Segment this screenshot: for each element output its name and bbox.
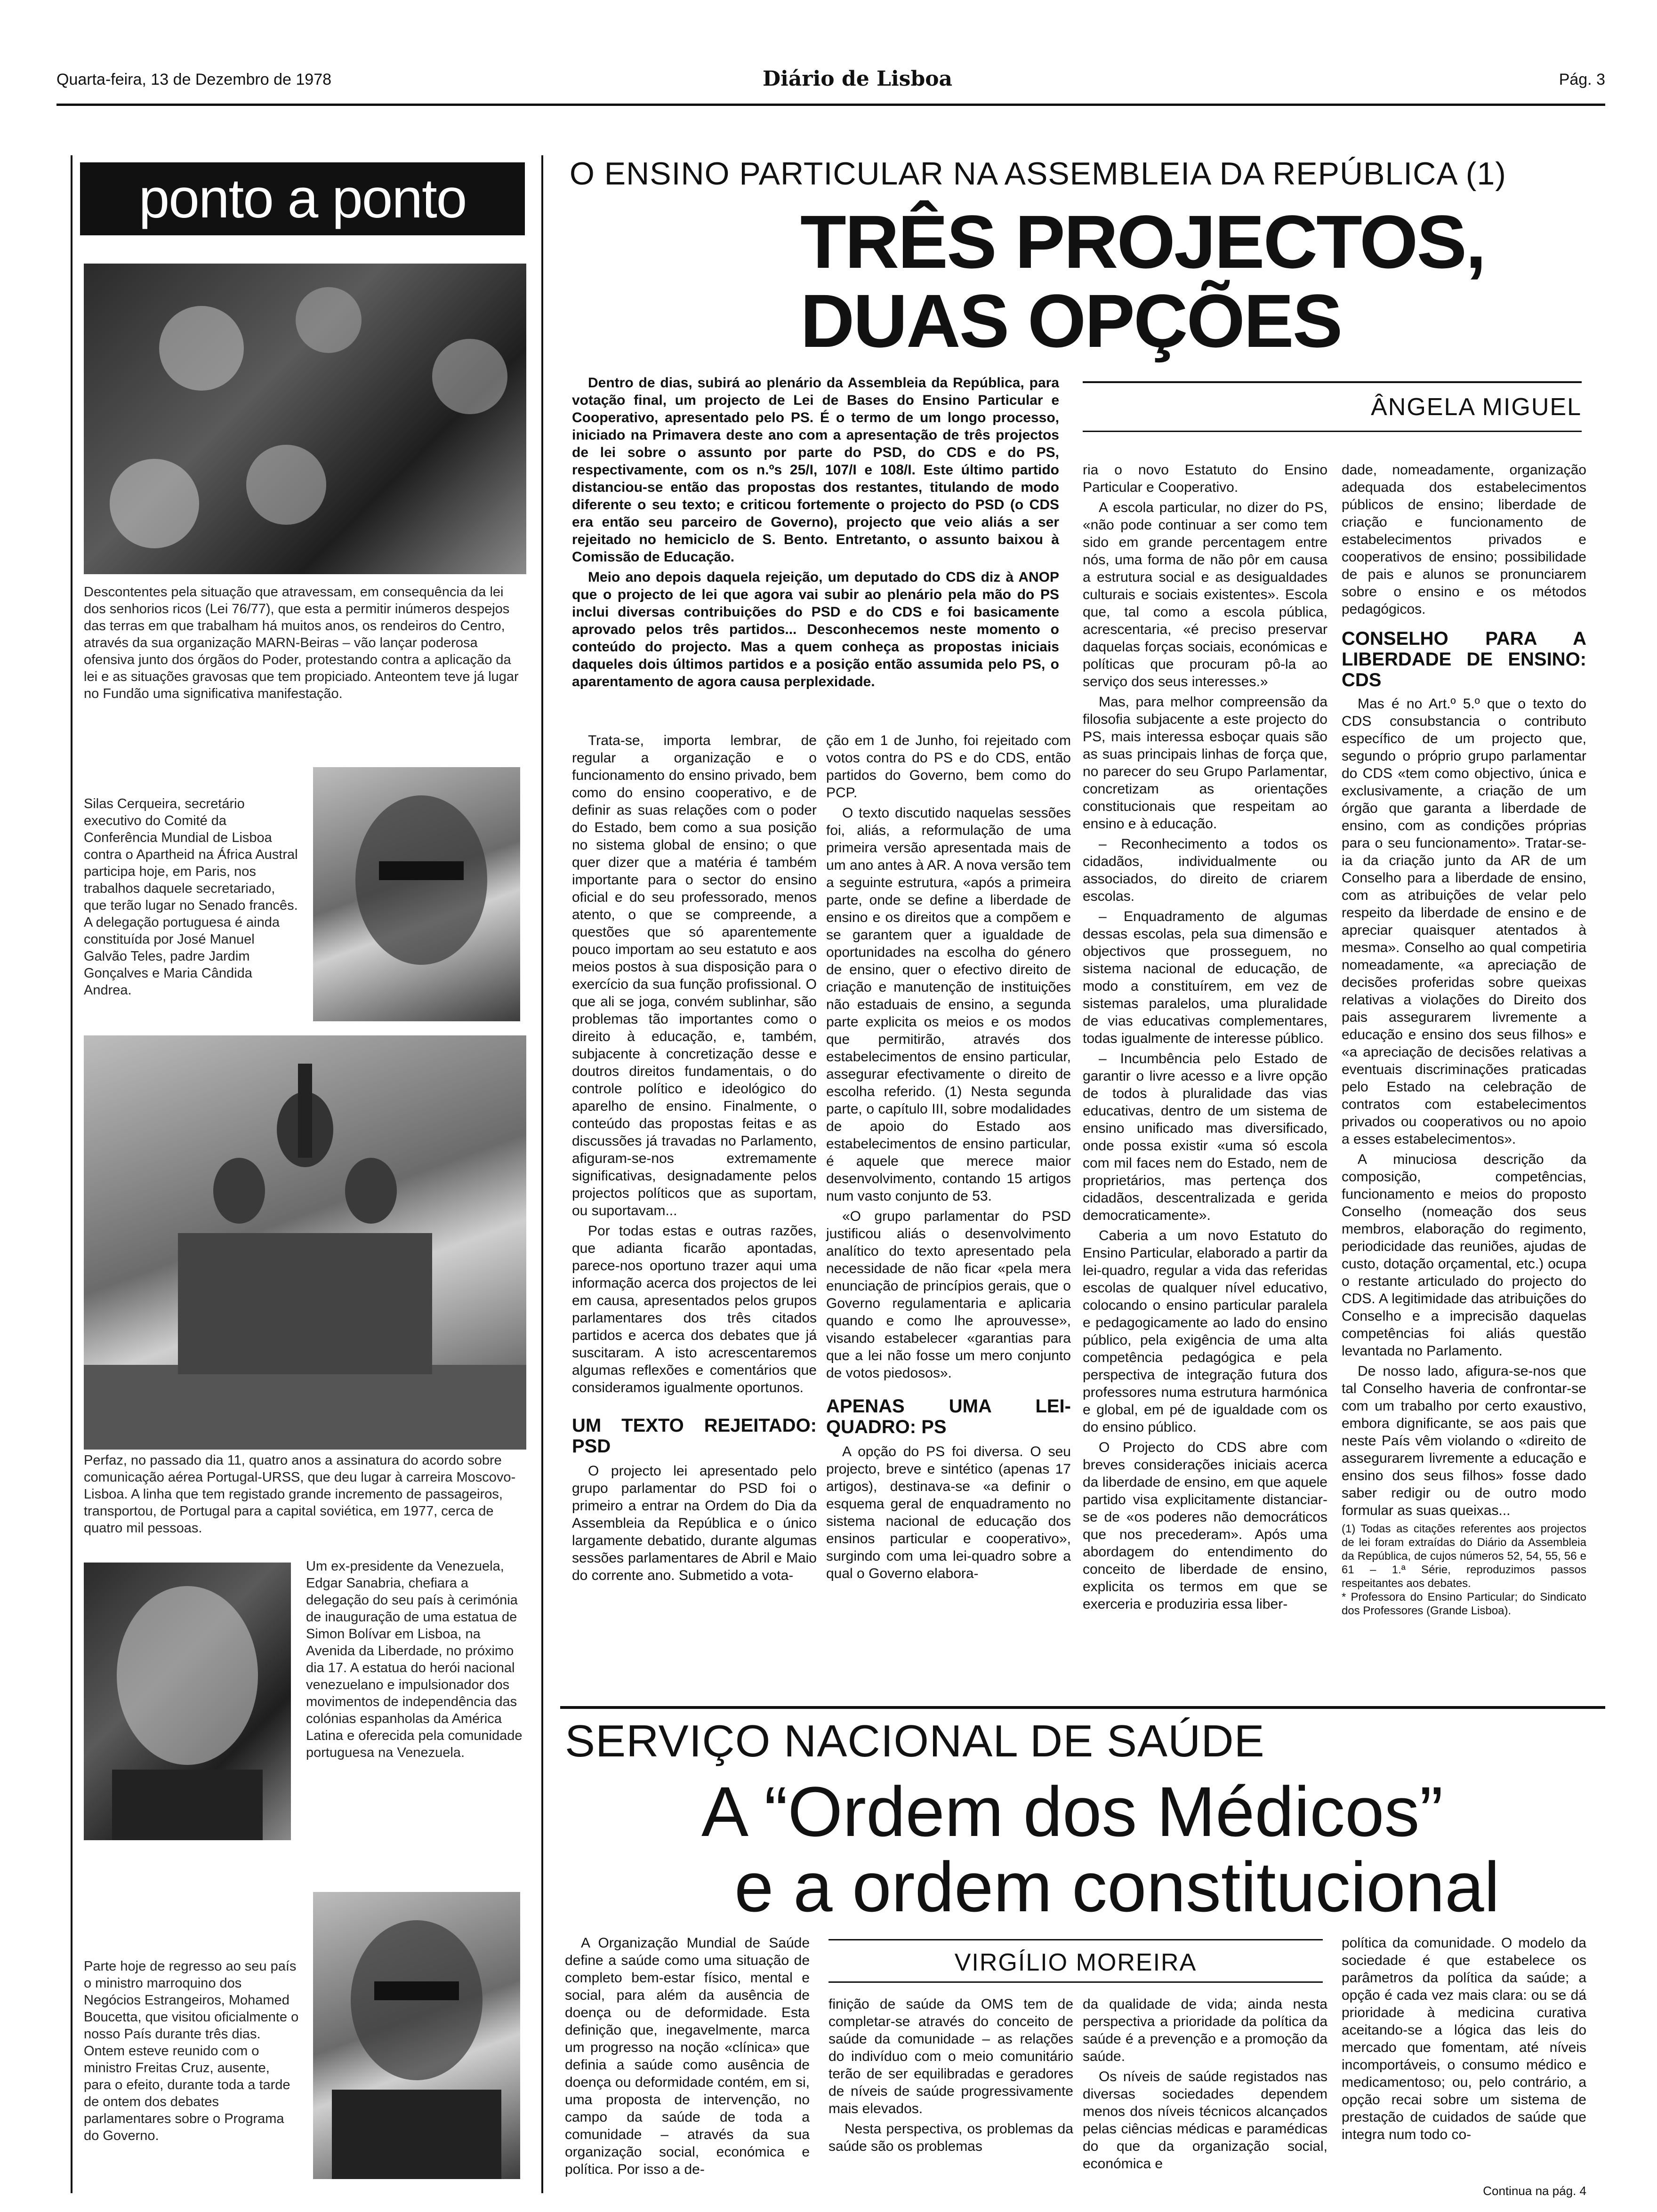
paragraph: O texto discutido naquelas sessões foi, aliás, a reformulação de uma primeira versão apresentada mais de um ano antes à AR. A nova versão tem a seguinte estrutura, «após a primeira parte, onde se define a liberdade de ensino e os direitos que a compõem e se garantem quer a igualdade de oportunidades na escolha do género de ensino, quer o efectivo direito de criação e manutenção de instituições não estaduais de ensino, a segunda parte explicita os meios e os modos que permitirão, através dos estabelecimentos de ensino particular, assegurar efectivamente o direito de escolha referido. (1) Nesta segunda parte, o capítulo III, sobre modalidades de apoio do Estado aos estabelecimentos de ensino particular, é aquele que merece maior desenvolvimento, contando 15 artigos num vasto conjunto de 53. [826, 805, 1071, 1204]
caption-edgar-sanabria: Um ex-presidente da Venezuela, Edgar Sanabria, chefiara a delegação do seu país à cerimónia de inauguração de uma estatua de Simon Bolívar em Lisboa, na Avenida da Liberdade, no próximo dia 17. A estatua do herói nacional venezuelano e impulsionador dos movimentos de independência das colónias espanholas da América Latina e oferecida pela comunidade portuguesa na Venezuela. [306, 1559, 523, 1760]
boucetta-shapes [313, 1892, 520, 2179]
paragraph: Nesta perspectiva, os problemas da saúde são os problemas [828, 2121, 1073, 2154]
photo-protesters [84, 264, 526, 574]
article1-headline-line1: TRÊS PROJECTOS, [800, 200, 1485, 284]
paragraph: – Enquadramento de algumas dessas escolas, pela sua dimensão e objectivos que prosseguem, no sistema nacional de educação, de modo a constituírem, em vez de sistemas paralelos, uma pluralidade de vias educativas complementares, todas igualmente de interesse público. [1083, 909, 1327, 1046]
subheading-psd: UM TEXTO REJEITADO: PSD [572, 1415, 817, 1457]
author-rule-bottom [1083, 431, 1582, 432]
article2-column-4 [1342, 1934, 1586, 2146]
photo-protesters-shapes [84, 264, 526, 574]
article1-lead [572, 374, 1059, 693]
paragraph: O Projecto do CDS abre com breves considerações iniciais acerca da liberdade de ensino, em que aquele partido visa explicitamente distanciar-se de «os poderes não democráticos que nos precederam». Após uma abordagem do entendimento do conceito de liberdade de ensino, explicita os termos em que se exerceria e produziria essa liber- [1083, 1440, 1327, 1612]
photo-simon-bolivar [84, 1563, 291, 1840]
left-column-divider [541, 155, 543, 2193]
article2-headline-line2: e a ordem constitucional [734, 1847, 1500, 1926]
paragraph: ria o novo Estatuto do Ensino Particular e Cooperativo. [1083, 462, 1327, 495]
footnote-1: (1) Todas as citações referentes aos projectos de lei foram extraídas do Diário da Assembleia da República, de cujos números 52, 54, 55, 56 e 61 – 1.ª Série, reproduzimos passos respeitantes aos debates. [1342, 1523, 1586, 1590]
article1-headline-line2: DUAS OPÇÕES [800, 279, 1342, 363]
subheading-cds: CONSELHO PARA A LIBERDADE DE ENSINO: CDS [1342, 628, 1586, 690]
caption-portugal-urss: Perfaz, no passado dia 11, quatro anos a assinatura do acordo sobre comunicação aérea Portugal-URSS, que deu lugar à carreira Moscovo-Lisboa. A linha que tem registado grande incremento de passageiros, transportou, de Portugal para a capital soviética, em 1977, cerca de quatro mil pessoas. [84, 1453, 516, 1536]
paragraph: «O grupo parlamentar do PSD justificou aliás o desenvolvimento analítico do texto apresentado pela necessidade de não ficar «pela mera enunciação de princípios gerais, que o Governo regulamentaria e aplicaria quando e como lhe aprouvesse», visando estabelecer «garantias para que a lei não fosse um mero conjunto de votos piedosos». [826, 1209, 1071, 1381]
paragraph: Trata-se, importa lembrar, de regular a organização e o funcionamento do ensino privado, bem como do ensino cooperativo, e de definir as suas relações com o poder do Estado, bem como a sua posição no sistema global de ensino; o que quer dizer que a matéria é também importante para o sector do ensino oficial e do seu professorado, menos atento, o que se compreende, a questões que só aparentemente pouco importam ao seu estatuto e aos meios postos à sua disposição para o exercício da sua função profissional. O que ali se joga, convém sublinhar, são problemas tão importantes como o direito à educação, e, também, subjacente à concretização desse e doutros direitos fundamentais, o do controle político e ideológico do aparelho de ensino. Finalmente, o conteúdo das propostas feitas e as discussões já travadas no Parlamento, afiguram-se-nos extremamente significativas, designadamente pelos projectos políticos que as suportam, ou suportavam... [572, 733, 817, 1218]
ponto-box-left-border [71, 155, 72, 2193]
author-rule-top [1083, 381, 1582, 383]
paragraph: dade, nomeadamente, organização adequada dos estabelecimentos públicos de ensino; liberdade de criação e funcionamento de estabelecimentos privados e cooperativos de ensino; possibilidade de pais e alunos se pronunciarem sobre o ensino e os métodos pedagógicos. [1342, 462, 1586, 617]
continued-on-page: Continua na pág. 4 [1483, 2184, 1586, 2198]
article2-column-1 [565, 1934, 810, 2181]
article1-author: ÂNGELA MIGUEL [1371, 393, 1582, 421]
lead-paragraph-2: Meio ano depois daquela rejeição, um deputado do CDS diz à ANOP que o projecto de lei que agora vai subir ao plenário pela mão do PS inclui diversas contribuições do PSD e do CDS e foi basicamente aprovado pelos três partidos... Desconhecemos neste momento o conteúdo do projecto. Mas a quem conheça as propostas iniciais daqueles dois últimos partidos e a posição então assumida pelo PS, o aparentamento de agora causa perplexidade. [572, 569, 1059, 689]
article2-kicker: SERVIÇO NACIONAL DE SAÚDE [565, 1716, 1265, 1766]
article2-author: VIRGÍLIO MOREIRA [954, 1949, 1197, 1976]
article2-top-rule [560, 1706, 1605, 1709]
caption-mohamed-boucetta: Parte hoje de regresso ao seu país o ministro marroquino dos Negócios Estrangeiros, Mohamed Boucetta, que visitou oficialmente o nosso País durante três dias. Ontem esteve reunido com o ministro Freitas Cruz, ausente, para o efeito, durante toda a tarde de ontem dos debates parlamentares sobre o Programa do Governo. [84, 1959, 299, 2143]
paragraph: ção em 1 de Junho, foi rejeitado com votos contra do PS e do CDS, então partidos do Governo, bem como do PCP. [826, 733, 1071, 801]
paragraph: política da comunidade. O modelo da sociedade é que estabelece os parâmetros da política da saúde; a opção é cada vez mais clara: ou se dá prioridade à medicina curativa aceitando-se a lógica das leis do mercado que fomentam, até níveis incomportáveis, o consumo médico e medicamentoso; ou, pelo contrário, a opção recai sobre um sistema de prestação de cuidados de saúde que integra num todo co- [1342, 1935, 1586, 2142]
paragraph: A Organização Mundial de Saúde define a saúde como uma situação de completo bem-estar físico, mental e social, para além da ausência de doença ou de deformidade. Esta definição que, inegavelmente, marca um progresso na noção «clínica» que definia a saúde como ausência de doença ou deformidade contém, em si, uma proposta de intervenção, no campo da saúde de toda a comunidade – através da sua organização social, económica e política. Por isso a de- [565, 1935, 810, 2177]
article1-kicker: O ENSINO PARTICULAR NA ASSEMBLEIA DA REPÚBLICA (1) [570, 156, 1506, 192]
paragraph: Os níveis de saúde registados nas diversas sociedades dependem menos dos níveis técnicos alcançados pelas ciências médicas e paramédicas do que da organização social, económica e [1083, 2069, 1327, 2172]
photo-moscow-kremlin [84, 1035, 526, 1450]
article2-author-rule-top [828, 1939, 1323, 1940]
bolivar-shapes [84, 1563, 291, 1840]
paragraph: – Reconhecimento a todos os cidadãos, individualmente ou associados, do direito de criarem escolas. [1083, 836, 1327, 904]
paragraph: Por todas estas e outras razões, que adianta ficarão apontadas, parece-nos oportuno trazer aqui uma informação acerca dos projectos de lei em causa, apresentados pelos grupos parlamentares dos três citados partidos e acerca dos debates que já suscitaram. A isto acrescentaremos algumas reflexões e comentários que consideramos igualmente oportunos. [572, 1223, 817, 1395]
masthead-rule [56, 104, 1605, 106]
article2-column-2 [828, 1996, 1073, 2158]
paragraph: Caberia a um novo Estatuto do Ensino Particular, elaborado a partir da lei-quadro, regular a vida das referidas escolas de qualquer nível educativo, colocando o ensino particular paralela e pedagogicamente ao lado do ensino público, pela exigência de uma alta competência pedagógica e pela perspectiva de integração futura dos professores numa estrutura harmónica e global, em pé de igualdade com os do ensino público. [1083, 1228, 1327, 1435]
paragraph: De nosso lado, afigura-se-nos que tal Conselho haveria de confrontar-se com um trabalho por certo exaustivo, embora dignificante, se aos pais que neste País vêm violando o «direito de assegurarem livremente a educação e ensino dos seus filhos» fosse dado saber redigir ou de outro modo formular as suas queixas... [1342, 1363, 1586, 1518]
article2-headline-line1: A “Ordem dos Médicos” [701, 1772, 1443, 1851]
photo-silas-cerqueira [313, 767, 520, 1021]
caption-rendeiros: Descontentes pela situação que atravessam, em consequência da lei dos senhorios ricos (Lei 76/77), que esta a permitir inúmeros despejos das terras em que trabalham há muitos anos, os rendeiros do Centro, através da sua organização MARN-Beiras – vão lançar poderosa ofensiva junto dos órgãos do Poder, protestando contra a aplicação da lei e as situações gravosas que tem propiciado. Anteontem teve já lugar no Fundão uma significativa manifestação. [84, 585, 519, 701]
article1-column-2 [826, 732, 1071, 1585]
paragraph: Mas é no Art.º 5.º que o texto do CDS consubstancia o contributo específico de um projecto que, segundo o próprio grupo parlamentar do CDS «tem como objectivo, única e exclusivamente, a criação de um órgão que garanta a liberdade de ensino, com as condições próprias para o seu funcionamento». Tratar-se-ia da criação junto da AR de um Conselho para a liberdade de ensino, com as atribuições de velar pelo respeito da liberdade de ensino e de apreciar quaisquer atentados à mesma». Conselho ao qual competiria nomeadamente, «a apreciação de decisões proferidas sobre queixas relativas a violações do Direito dos pais assegurarem livremente a educação e ensino dos seus filhos» e «a apreciação de decisões relativas a eventuais discriminações praticadas pelo Estado na celebração de contratos com estabelecimentos privados ou cooperativos ou no apoio a esses estabelecimentos». [1342, 696, 1586, 1147]
paragraph: Mas, para melhor compreensão da filosofia subjacente a este projecto do PS, mais interessa esboçar quais são as suas principais linhas de força que, no parecer do seu Grupo Parlamentar, concretizam as orientações constitucionais que respeitam ao ensino e à educação. [1083, 694, 1327, 832]
paragraph: A opção do PS foi diversa. O seu projecto, breve e sintético (apenas 17 artigos), destinava-se «a definir o esquema geral de enquadramento no sistema nacional de educação dos ensinos particular e cooperativo», surgindo com uma lei-quadro sobre a qual o Governo elabora- [826, 1444, 1071, 1581]
article2-author-rule-bottom [828, 1981, 1323, 1983]
paragraph: O projecto lei apresentado pelo grupo parlamentar do PSD foi o primeiro a entrar na Ordem do Dia da Assembleia da República e o único largamente debatido, durante algumas sessões parlamentares de Abril e Maio do corrente ano. Submetido a vota- [572, 1463, 817, 1583]
paragraph: finição de saúde da OMS tem de completar-se através do conceito de saúde da comunidade – as relações do indivíduo com o meio comunitário terão de ser equilibradas e geradores de níveis de saúde progressivamente mais elevados. [828, 1996, 1073, 2116]
photo-mohamed-boucetta [313, 1892, 520, 2179]
subheading-ps: APENAS UMA LEI-QUADRO: PS [826, 1396, 1071, 1437]
article1-column-4 [1342, 461, 1586, 1618]
issue-date: Quarta-feira, 13 de Dezembro de 1978 [56, 71, 332, 88]
paragraph: A minuciosa descrição da composição, competências, funcionamento e meios do proposto Conselho (nomeação dos seus membros, elaboração do regimento, periodicidade das reuniões, ajudas de custo, dotação orçamental, etc.) ocupa o restante articulado do projecto do CDS. A legitimidade das atribuições do Conselho e a imprecisão daquelas competências foi aliás questão levantada no Parlamento. [1342, 1152, 1586, 1359]
caption-silas-cerqueira: Silas Cerqueira, secretário executivo do Comité da Conferência Mundial de Lisboa contra o Apartheid na África Austral participa hoje, em Paris, nos trabalhos daquele secretariado, que terão lugar no Senado francês. A delegação portuguesa é ainda constituída por José Manuel Galvão Teles, padre Jardim Gonçalves e Maria Cândida Andrea. [84, 796, 298, 998]
footnote-2: * Professora do Ensino Particular; do Sindicato dos Professores (Grande Lisboa). [1342, 1591, 1586, 1617]
masthead [56, 67, 1605, 94]
paragraph: – Incumbência pelo Estado de garantir o livre acesso e a livre opção de todos à pluralidade das vias educativas, dentro de um sistema de ensino unificado mas diversificado, onde possa existir «uma só escola com mil faces nem do Estado, nem de proprietários, mas pertença dos cidadãos, descentralizada e gerida democraticamente». [1083, 1051, 1327, 1223]
article1-column-3 [1083, 461, 1327, 1616]
paragraph: A escola particular, no dizer do PS, «não pode continuar a ser como tem sido em grande percentagem entre nós, uma forma de não pôr em causa a estrutura social e as desigualdades culturais e sociais existentes». Escola que, tal como a escola pública, acrescentaria, «é preciso preservar daquelas forças sociais, económicas e políticas que procuram pô-la ao serviço dos seus interesses.» [1083, 500, 1327, 689]
page-number: Pág. 3 [1559, 71, 1605, 88]
newspaper-name: Diário de Lisboa [763, 67, 953, 91]
article1-column-1 [572, 732, 817, 1587]
moscow-cathedral-shapes [84, 1035, 526, 1450]
article2-column-3 [1083, 1996, 1327, 2175]
portrait-shapes [313, 767, 520, 1021]
paragraph: da qualidade de vida; ainda nesta perspectiva a prioridade da política da saúde é a prevenção e a promoção da saúde. [1083, 1996, 1327, 2064]
lead-paragraph-1: Dentro de dias, subirá ao plenário da Assembleia da República, para votação final, um projecto de Lei de Bases do Ensino Particular e Cooperativo, apresentado pelo PS. É o termo de um longo processo, iniciado na Primavera deste ano com a apresentação de três projectos de lei sobre o assunto por parte do PSD, do CDS e do PS, respectivamente, com os n.ºs 25/I, 107/I e 108/I. Este último partido distanciou-se então das propostas dos restantes, titulando de modo diferente o seu texto; e criticou fortemente o projecto do PSD (o CDS era então seu parceiro de Governo), projecto que veio aliás a ser rejeitado no hemiciclo de S. Bento. Entretanto, o assunto baixou à Comissão de Educação. [572, 375, 1059, 565]
section-title-ponto-a-ponto: ponto a ponto [80, 162, 525, 235]
